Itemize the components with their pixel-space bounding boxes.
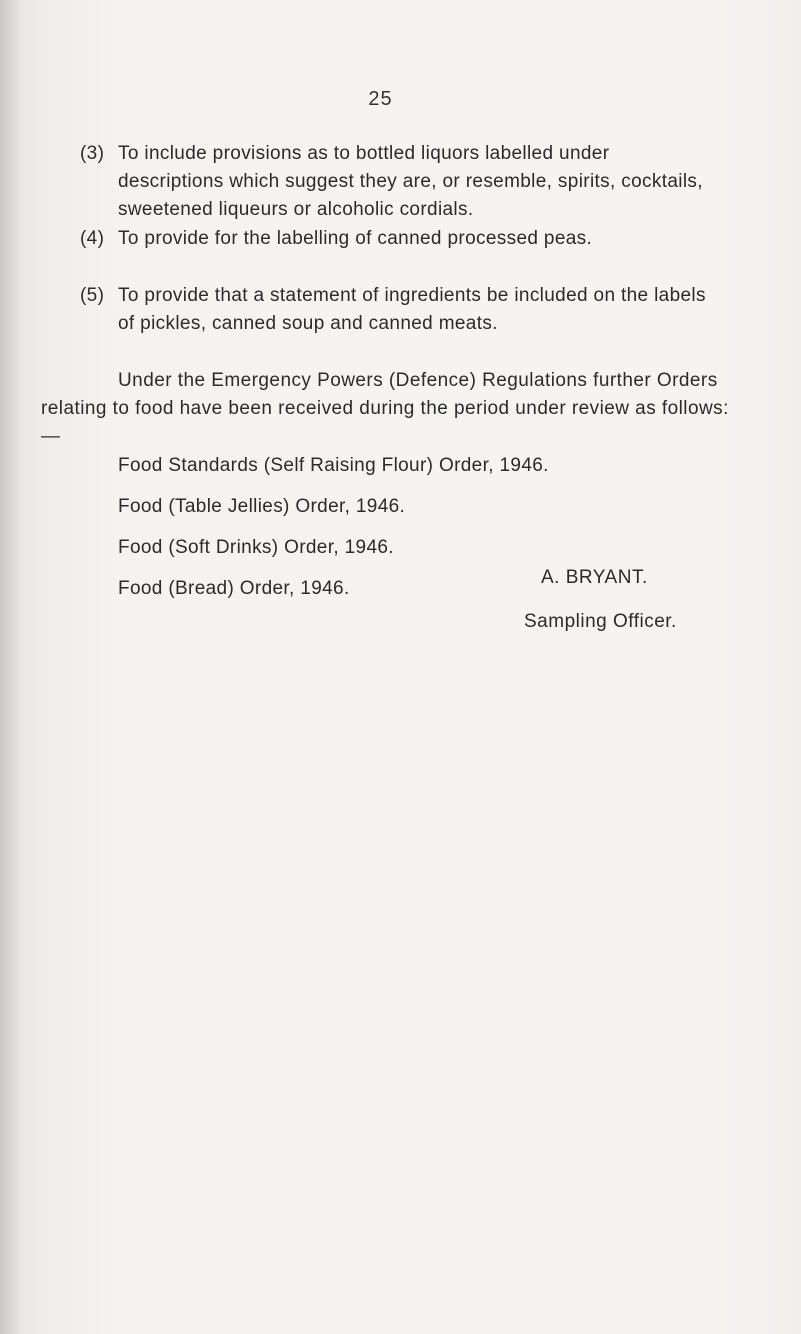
order-item: Food (Soft Drinks) Order, 1946.	[118, 537, 394, 558]
orders-list	[118, 452, 549, 616]
signatory-title: Sampling Officer.	[524, 611, 677, 632]
list-item-number: (5)	[80, 285, 105, 306]
list-item	[80, 140, 720, 224]
order-item: Food (Table Jellies) Order, 1946.	[118, 496, 406, 517]
list-item-number: (4)	[80, 228, 105, 249]
page-edge-shadow	[0, 0, 22, 1334]
list-item	[80, 282, 720, 338]
intro-paragraph: Under the Emergency Powers (Defence) Regulations further Orders relating to food have been received during the period under review as follows:—	[41, 370, 729, 447]
list-item-text: To include provisions as to bottled liquors labelled under descriptions which suggest they are, or resemble, spirits, cocktails, sweetened liqueurs or alcoholic cordials.	[118, 143, 703, 220]
signatory-name: A. BRYANT.	[541, 567, 648, 588]
page-number: 25	[368, 88, 393, 110]
list-item-text: To provide for the labelling of canned processed peas.	[118, 228, 593, 249]
list-item	[80, 225, 720, 253]
order-item: Food Standards (Self Raising Flour) Order, 1946.	[118, 455, 549, 476]
order-item: Food (Bread) Order, 1946.	[118, 578, 350, 599]
list-item-number: (3)	[80, 143, 105, 164]
list-item-text: To provide that a statement of ingredients be included on the labels of pickles, canned soup and canned meats.	[118, 285, 706, 334]
